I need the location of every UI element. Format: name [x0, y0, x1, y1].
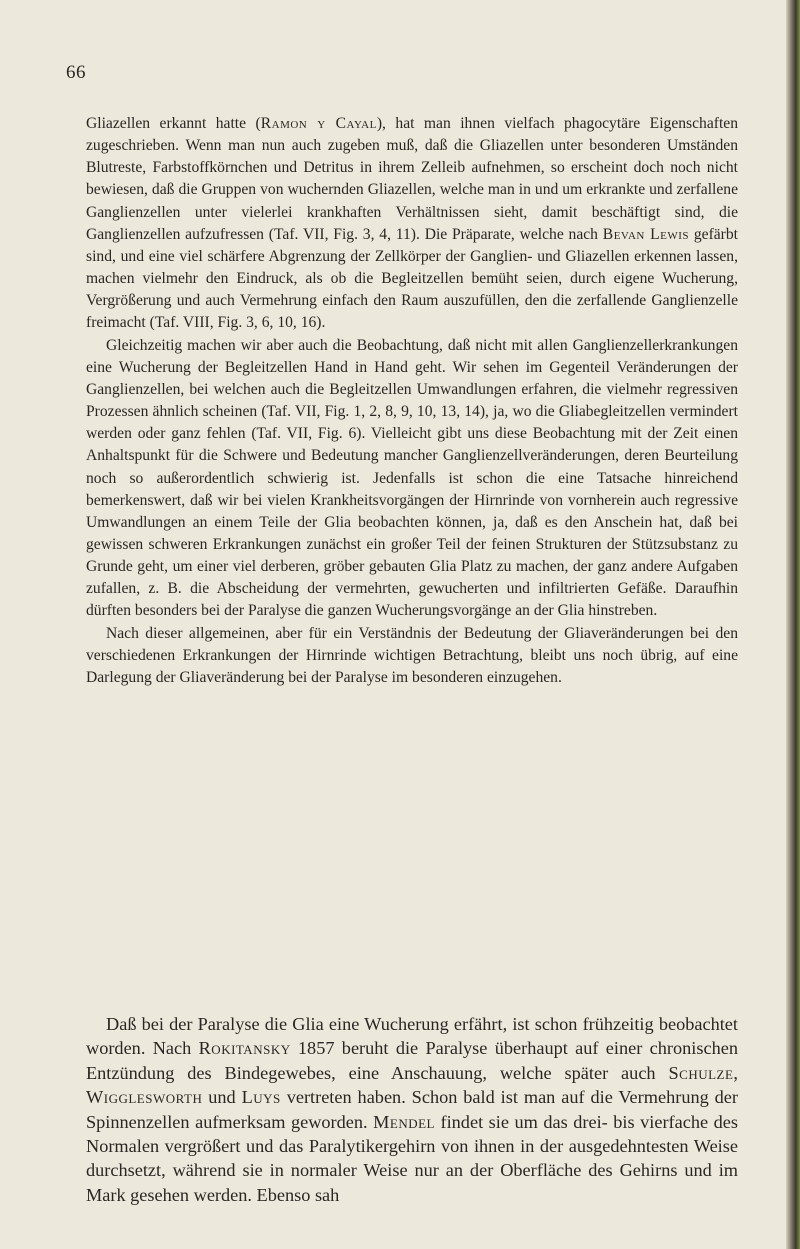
- paragraph-3: [86, 623, 738, 689]
- author-name: Rokitansky: [198, 1038, 291, 1059]
- paragraph-2: [86, 335, 738, 623]
- text-run: 1857 beruht die Paralyse überhaupt auf einer chronischen Entzündung des Bindegewebes, eine Anschauung, welche später auch: [86, 1038, 738, 1083]
- text-run: und: [202, 1087, 242, 1108]
- body-text-small: [86, 113, 738, 689]
- paragraph-1: [86, 113, 738, 335]
- text-run: ,: [733, 1062, 738, 1083]
- text-run: gefärbt sind, und eine viel schärfere Abgrenzung der Zellkörper der Ganglien- und Gliazellen erkennen lassen, machen vielmehr den Eindruck, als ob die Begleitzellen bemüht seien, durch eigene Wucherung, Vergrößerung und auch Vermehrung einfach den Raum auszufüllen, den die zerfallende Ganglienzelle freimacht (Taf. VIII, Fig. 3, 6, 10, 16).: [86, 225, 739, 332]
- text-run: Gliazellen erkannt hatte (: [86, 115, 261, 132]
- author-name: Schulze: [668, 1062, 734, 1083]
- author-name: Ramon y Cayal: [260, 115, 377, 132]
- text-run: vertreten haben. Schon bald ist man auf die Vermehrung der Spinnenzellen aufmerksam geworden.: [86, 1087, 738, 1132]
- paragraph-4: [86, 1012, 738, 1207]
- text-run: Daß bei der Paralyse die Glia eine Wucherung erfährt, ist schon frühzeitig beobachtet worden. Nach: [86, 1014, 738, 1059]
- author-name: Luys: [241, 1087, 281, 1108]
- text-run: Gleichzeitig machen wir aber auch die Beobachtung, daß nicht mit allen Ganglienzellerkrankungen eine Wucherung der Begleitzellen Hand in Hand geht. Wir sehen im Gegenteil Veränderungen der Ganglienzellen, bei welchen auch die Begleitzellen Umwandlungen erfahren, die vielmehr regressiven Prozessen ähnlich scheinen (Taf. VII, Fig. 1, 2, 8, 9, 10, 13, 14), ja, wo die Gliabegleitzellen vermindert werden oder ganz fehlen (Taf. VII, Fig. 6). Vielleicht gibt uns diese Beobachtung mit der Zeit einen Anhaltspunkt für die Schwere und Bedeutung mancher Ganglienzellveränderungen, deren Beurteilung noch so außerordentlich schwierig ist. Jedenfalls ist schon die eine Tatsache hinreichend bemerkenswert, daß wir bei vielen Krankheitsvorgängen der Hirnrinde von vornherein auch regressive Umwandlungen an einem Teile der Glia beobachten können, ja, daß es den Anschein hat, daß bei gewissen schweren Erkrankungen zunächst ein großer Teil der feinen Strukturen der Stützsubstanz zu Grunde geht, um einer viel derberen, gröber gebauten Glia Platz zu machen, der ganz andere Aufgaben zufallen, z. B. die Abscheidung der vermehrten, gewucherten und infiltrierten Gefäße. Daraufhin dürften besonders bei der Paralyse die ganzen Wucherungsvorgänge an der Glia hinstreben.: [86, 336, 738, 620]
- page-number: 66: [66, 62, 86, 83]
- body-text-large: [86, 1012, 738, 1207]
- text-run: ), hat man ihnen vielfach phagocytäre Eigenschaften zugeschrieben. Wenn man nun auch zugeben muß, daß die Gliazellen unter besonderen Umständen Blutreste, Farbstoffkörnchen und Detritus in ihrem Zelleib aufnehmen, so erscheint doch noch nicht bewiesen, daß die Gruppen von wuchernden Gliazellen, welche man in und um erkrankte und zerfallene Ganglienzellen unter vielerlei krankhaften Verhältnissen sieht, damit beschäftigt sind, die Ganglienzellen aufzufressen (Taf. VII, Fig. 3, 4, 11). Die Präparate, welche nach: [86, 115, 738, 243]
- author-name: Bevan Lewis: [602, 225, 690, 243]
- text-run: Nach dieser allgemeinen, aber für ein Verständnis der Bedeutung der Gliaveränderungen bei den verschiedenen Erkrankungen der Hirnrinde wichtigen Betrachtung, bleibt uns noch übrig, auf eine Darlegung der Gliaveränderung bei der Paralyse im besonderen einzugehen.: [86, 624, 738, 686]
- text-run: findet sie um das drei- bis vierfache des Normalen vergrößert und das Paralytikergehirn von ihnen in der ausgedehntesten Weise durchsetzt, während sie in normaler Weise nur an der Oberfläche des Gehirns und im Mark gesehen werden. Ebenso sah: [86, 1111, 738, 1205]
- author-name: Wigglesworth: [86, 1087, 203, 1108]
- page-edge-shadow: [786, 0, 800, 1249]
- author-name: Mendel: [373, 1111, 435, 1132]
